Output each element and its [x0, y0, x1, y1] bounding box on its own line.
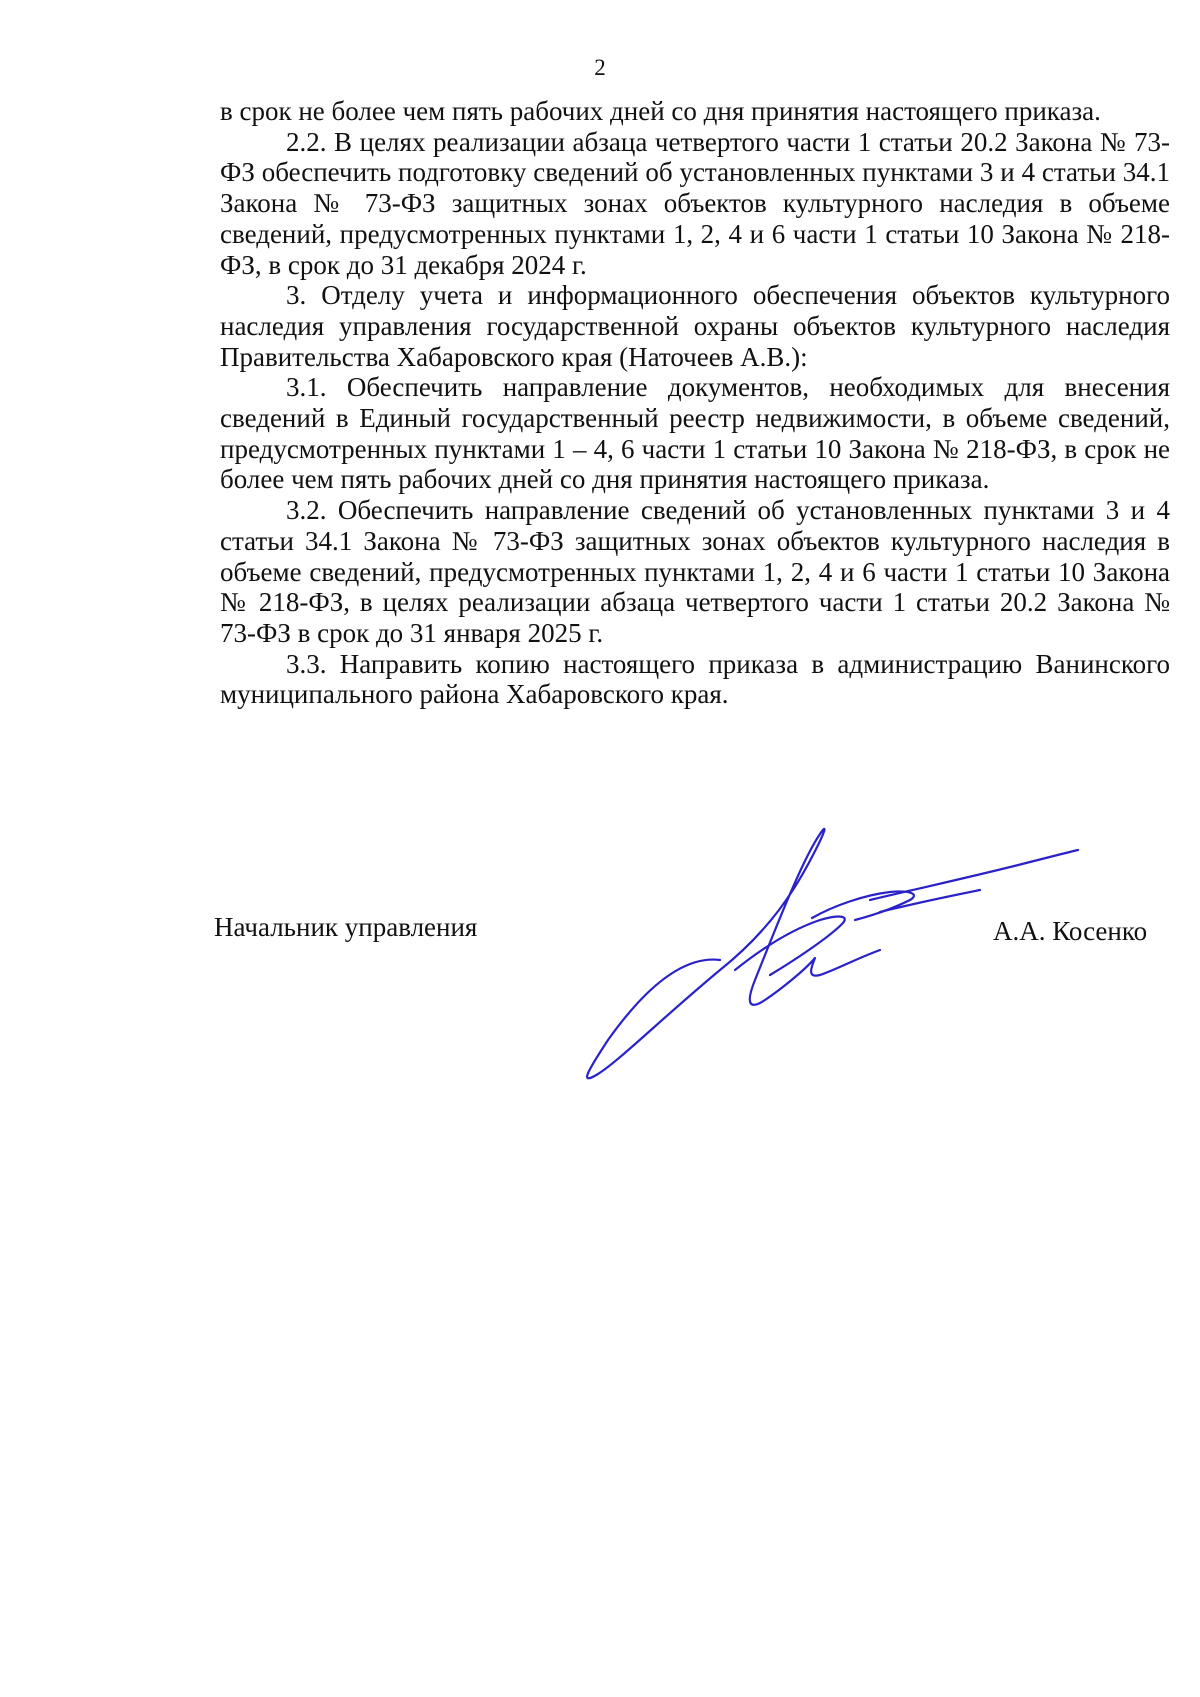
signatory-position: Начальник управления — [214, 912, 478, 942]
document-body — [220, 96, 1170, 710]
page-number: 2 — [594, 55, 606, 80]
paragraph-3-1: 3.1. Обеспечить направление документов, необходимых для внесения сведений в Единый государственный реестр недвижимости, в объеме сведений, предусмотренных пунктами 1 – 4, 6 части 1 статьи 10 Закона № 218-ФЗ, в срок не более чем пять рабочих дней со дня принятия настоящего приказа. — [220, 372, 1170, 495]
paragraph-2-2: 2.2. В целях реализации абзаца четвертого части 1 статьи 20.2 Закона № 73-ФЗ обеспечить подготовку сведений об установленных пунктами 3 и 4 статьи 34.1 Закона № 73-ФЗ защитных зонах объектов культурного наследия в объеме сведений, предусмотренных пунктами 1, 2, 4 и 6 части 1 статьи 10 Закона № 218-ФЗ, в срок до 31 декабря 2024 г. — [220, 126, 1170, 280]
paragraph-continuation: в срок не более чем пять рабочих дней со дня принятия настоящего приказа. — [220, 96, 1101, 126]
handwritten-signature — [580, 820, 1100, 1080]
paragraph-3: 3. Отделу учета и информационного обеспечения объектов культурного наследия управления государственной охраны объектов культурного наследия Правительства Хабаровского края (Наточеев А.В.): — [220, 280, 1170, 372]
paragraph-3-3: 3.3. Направить копию настоящего приказа в администрацию Ванинского муниципального района Хабаровского края. — [220, 648, 1170, 710]
signatory-name: А.А. Косенко — [993, 916, 1148, 946]
paragraph-3-2: 3.2. Обеспечить направление сведений об установленных пунктами 3 и 4 статьи 34.1 Закона № 73-ФЗ защитных зонах объектов культурного наследия в объеме сведений, предусмотренных пунктами 1, 2, 4 и 6 части 1 статьи 10 Закона № 218-ФЗ, в целях реализации абзаца четвертого части 1 статьи 20.2 Закона № 73-ФЗ в срок до 31 января 2025 г. — [220, 495, 1170, 648]
